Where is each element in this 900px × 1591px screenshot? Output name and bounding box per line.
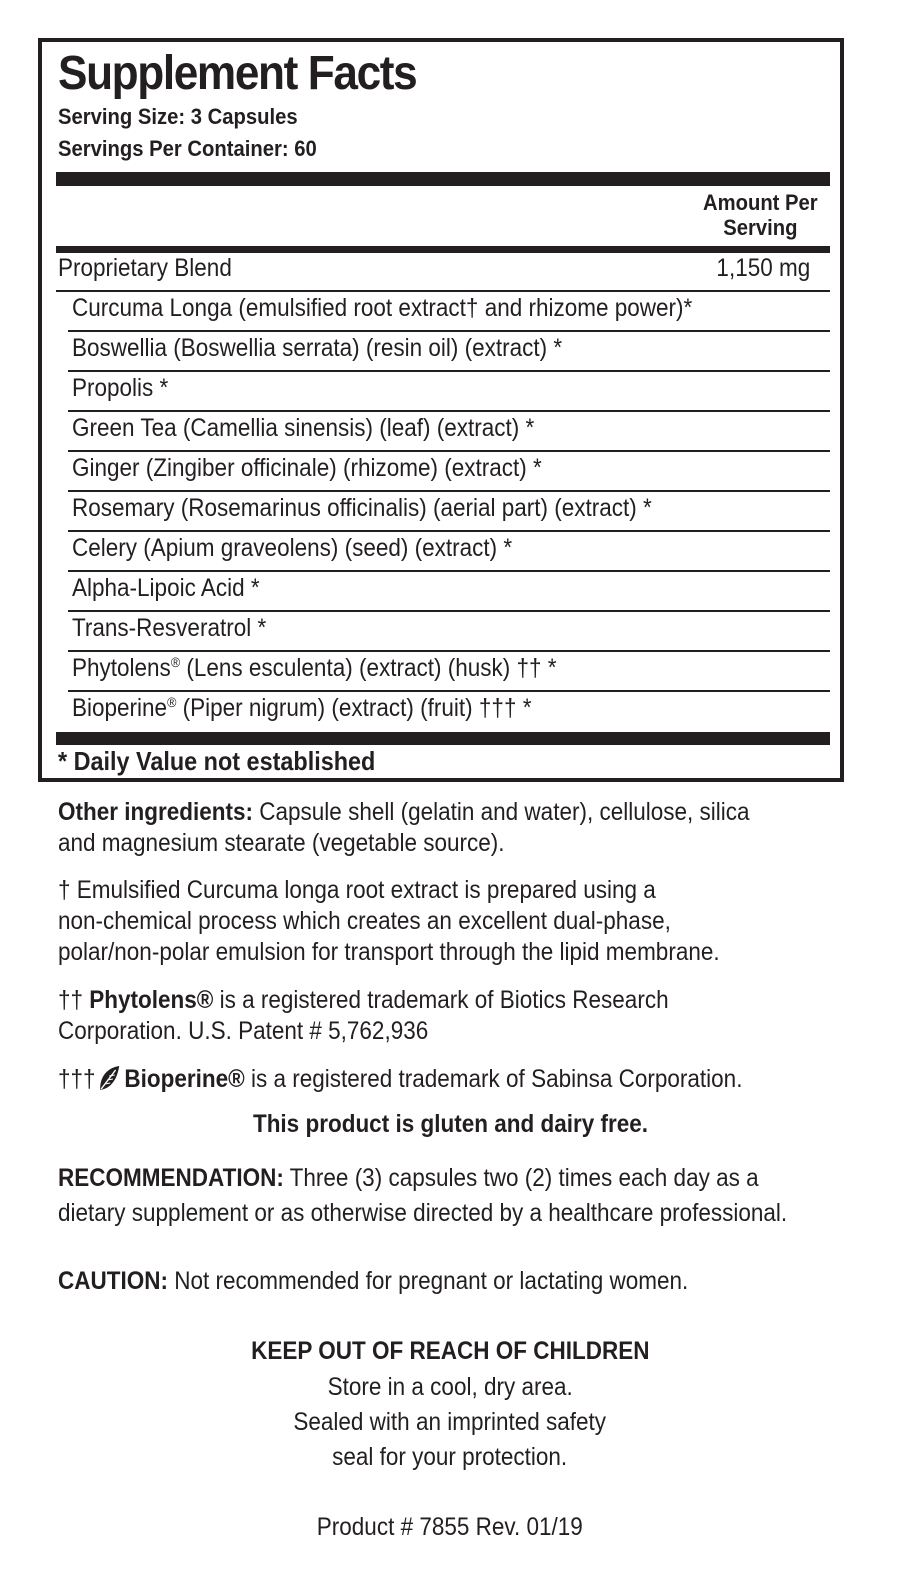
bioperine-trademark-note (58, 1064, 742, 1095)
product-number (0, 1513, 900, 1542)
ingredient-row: Rosemary (Rosemarinus officinalis) (aerial part) (extract) * (72, 494, 652, 522)
blend-name: Proprietary Blend (58, 254, 232, 282)
ingredient-row: Curcuma Longa (emulsified root extract† and rhizome power)* (72, 294, 693, 322)
storage-text: Sealed with an imprinted safety (293, 1408, 607, 1436)
phytolens-note-line2: Corporation. U.S. Patent # 5,762,936 (58, 1017, 429, 1045)
emulsion-note-line: † Emulsified Curcuma longa root extract is prepared using a (58, 876, 656, 904)
storage-line (0, 1408, 900, 1437)
phytolens-name: Phytolens (72, 654, 171, 682)
keep-out-text: KEEP OUT OF REACH OF CHILDREN (250, 1337, 650, 1365)
recommendation-line2: dietary supplement or as otherwise directed by a healthcare professional. (58, 1199, 788, 1227)
top-thick-bar (56, 172, 830, 186)
recommendation-label: RECOMMENDATION: (58, 1164, 284, 1192)
ingredient-row-phytolens (72, 654, 557, 683)
bioperine-brand: Bioperine® (124, 1065, 245, 1093)
amount-header-line1: Amount Per (703, 190, 818, 215)
other-ingredients-line1: Capsule shell (gelatin and water), cellulose, silica (253, 798, 750, 826)
storage-text: seal for your protection. (332, 1443, 568, 1471)
gluten-dairy-statement (0, 1110, 900, 1139)
ingredient-row: Trans-Resveratrol * (72, 614, 267, 642)
recommendation (58, 1161, 787, 1231)
emulsion-note-line: non-chemical process which creates an excellent dual-phase, (58, 907, 671, 935)
caution-text: Not recommended for pregnant or lactating women. (167, 1267, 689, 1295)
emulsion-note (58, 875, 720, 968)
other-ingredients-label: Other ingredients: (58, 798, 254, 826)
bioperine-name: Bioperine (72, 694, 168, 722)
phytolens-note-line1: is a registered trademark of Biotics Research (213, 986, 669, 1014)
other-ingredients (58, 797, 750, 859)
phytolens-detail: (Lens esculenta) (extract) (husk) †† * (180, 654, 557, 682)
caution (58, 1266, 688, 1297)
ingredient-row: Green Tea (Camellia sinensis) (leaf) (extract) * (72, 414, 535, 442)
caution-label: CAUTION: (58, 1267, 168, 1295)
other-ingredients-line2: and magnesium stearate (vegetable source). (58, 829, 505, 857)
blend-amount: 1,150 mg (716, 254, 810, 282)
amount-header-line2: Serving (723, 215, 798, 240)
registered-mark: ® (167, 694, 177, 710)
row-divider (56, 290, 830, 292)
storage-line (0, 1373, 900, 1402)
row-divider (68, 530, 830, 532)
bioperine-detail: (Piper nigrum) (extract) (fruit) ††† * (176, 694, 532, 722)
row-divider (68, 450, 830, 452)
row-divider (68, 330, 830, 332)
recommendation-line1: Three (3) capsules two (2) times each day as a (283, 1164, 759, 1192)
bottom-thick-bar (56, 732, 830, 745)
storage-text: Store in a cool, dry area. (327, 1373, 573, 1401)
leaf-icon (97, 1064, 120, 1092)
bioperine-note-text: is a registered trademark of Sabinsa Corporation. (244, 1065, 743, 1093)
row-divider (68, 570, 830, 572)
triple-dagger: ††† (58, 1065, 96, 1093)
product-number-text: Product # 7855 Rev. 01/19 (316, 1513, 584, 1541)
double-dagger: †† (58, 986, 90, 1014)
amount-per-serving-header (703, 190, 818, 240)
ingredient-row-bioperine (72, 694, 531, 723)
phytolens-trademark-note (58, 985, 669, 1047)
serving-size: Serving Size: 3 Capsules (58, 104, 298, 129)
ingredient-row: Boswellia (Boswellia serrata) (resin oil) (extract) * (72, 334, 563, 362)
row-divider (68, 650, 830, 652)
gluten-dairy-text: This product is gluten and dairy free. (252, 1110, 648, 1138)
ingredient-row: Ginger (Zingiber officinale) (rhizome) (extract) * (72, 454, 542, 482)
phytolens-brand: Phytolens® (89, 986, 214, 1014)
storage-line (0, 1443, 900, 1472)
supplement-facts-panel (38, 38, 844, 782)
ingredient-row: Alpha-Lipoic Acid * (72, 574, 260, 602)
row-divider (68, 410, 830, 412)
emulsion-note-line: polar/non-polar emulsion for transport through the lipid membrane. (58, 938, 720, 966)
row-divider (68, 610, 830, 612)
daily-value-note: * Daily Value not established (58, 746, 376, 776)
servings-per-container: Servings Per Container: 60 (58, 136, 317, 161)
keep-out-of-reach (0, 1337, 900, 1366)
row-divider (68, 490, 830, 492)
facts-title: Supplement Facts (58, 47, 417, 100)
row-divider (68, 370, 830, 372)
header-bar (56, 246, 830, 253)
ingredient-row: Propolis * (72, 374, 169, 402)
ingredient-row: Celery (Apium graveolens) (seed) (extract) * (72, 534, 513, 562)
registered-mark: ® (170, 654, 181, 670)
row-divider (68, 690, 830, 692)
